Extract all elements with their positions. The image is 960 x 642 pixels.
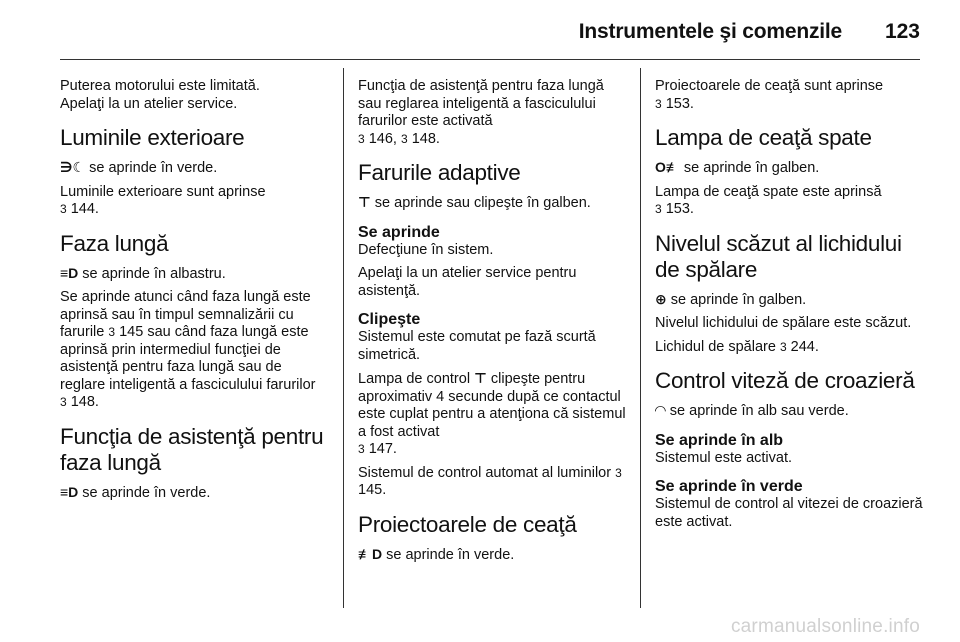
cruise-control-icon: ◠ <box>655 402 666 418</box>
page-ref[interactable]: 153. <box>665 201 694 217</box>
paragraph: ≢D se aprinde în verde. <box>358 545 515 563</box>
high-beam-assist-icon: ≡D <box>60 483 79 500</box>
section-heading-fog-lights: Proiectoarele de ceaţă <box>358 511 577 537</box>
column-3 <box>655 78 925 537</box>
paragraph: Apelaţi la un atelier service pentru asistenţă. <box>358 265 577 299</box>
section-heading-cruise-control: Control viteză de croazieră <box>655 368 915 393</box>
paragraph: O≢ se aprinde în galben. <box>655 159 820 176</box>
section-heading-adaptive-headlights: Farurile adaptive <box>358 160 521 185</box>
paragraph: Puterea motorului este limitată. Apelaţi la un atelier service. <box>60 78 260 112</box>
page-ref-icon: 3 <box>779 339 787 354</box>
paragraph: ◠ se aprinde în alb sau verde. <box>655 402 849 419</box>
paragraph: Lampa de ceaţă spate este aprinsă 3 153. <box>655 183 882 217</box>
paragraph: ⊕ se aprinde în galben. <box>655 290 807 308</box>
page-ref[interactable]: 148. <box>70 394 99 410</box>
header-divider <box>60 59 920 60</box>
washer-fluid-icon: ⊕ <box>655 290 667 307</box>
paragraph: Sistemul de control al vitezei de croazieră este activat. <box>655 496 923 530</box>
front-fog-lights-icon: ≢D <box>358 545 383 562</box>
paragraph: ⊤ se aprinde sau clipeşte în galben. <box>358 194 591 211</box>
paragraph: Sistemul de control automat al luminilor 3 145. <box>358 464 622 498</box>
paragraph: Lampa de control ⊤ clipeşte pentru aproximativ 4 secunde după ce contactul este cuplat pentru a atenţiona că sistemul a fost activat 3 147. <box>358 370 626 457</box>
page-ref-icon: 3 <box>358 131 365 146</box>
page-ref-icon: 3 <box>60 395 67 409</box>
page-ref-icon: 3 <box>400 131 408 146</box>
subheading-white: Se aprinde în alb <box>655 431 784 449</box>
paragraph: ≡D se aprinde în verde. <box>60 483 211 501</box>
section-heading-high-beam-assist: Funcţia de asistenţă pentru faza lungă <box>60 423 324 475</box>
adaptive-headlights-icon: ⊤ <box>358 194 371 210</box>
paragraph: Proiectoarele de ceaţă sunt aprinse 3 153. <box>655 78 884 112</box>
page-ref[interactable]: 146, <box>368 130 397 147</box>
paragraph: Lichidul de spălare 3 244. <box>655 338 819 355</box>
column-divider <box>343 68 344 608</box>
page-ref[interactable]: 145. <box>358 482 387 498</box>
subheading-flashes: Clipeşte <box>358 311 421 328</box>
page-number: 123 <box>884 20 920 43</box>
chapter-title: Instrumentele şi comenzile <box>578 20 842 43</box>
page-ref-icon: 3 <box>60 202 67 216</box>
column-divider <box>640 68 641 608</box>
page-header <box>0 0 960 60</box>
page-ref-icon: 3 <box>615 465 622 480</box>
subheading-green: Se aprinde în verde <box>655 478 803 495</box>
paragraph: ∋☾ se aprinde în verde. <box>60 159 218 176</box>
paragraph: Defecţiune în sistem. <box>358 241 494 258</box>
page-ref[interactable]: 153. <box>665 95 694 112</box>
high-beam-icon: ≡D <box>60 264 79 281</box>
paragraph: ≡D se aprinde în albastru. <box>60 264 226 282</box>
subheading-lights-on: Se aprinde <box>358 223 440 241</box>
page-ref[interactable]: 145 <box>119 324 144 340</box>
page-ref-icon: 3 <box>108 325 116 339</box>
adaptive-headlights-icon: ⊤ <box>474 370 487 386</box>
page-ref-icon: 3 <box>655 96 662 111</box>
paragraph: Sistemul este activat. <box>655 449 792 466</box>
exterior-lights-icon: ∋☾ <box>60 159 86 175</box>
page-ref[interactable]: 148. <box>411 130 440 147</box>
column-1 <box>60 78 328 508</box>
section-heading-exterior-lights: Luminile exterioare <box>60 125 245 150</box>
section-heading-washer-fluid: Nivelul scăzut al lichidului de spălare <box>655 230 902 282</box>
paragraph: Se aprinde atunci când faza lungă este aprinsă sau în timpul semnalizării cu farurile 3 145 sau când faza lungă este aprinsă prin intermediul funcţiei de asistenţă pentru faza lungă sau de reglare inteligentă a fasciculului farurilor 3 148. <box>60 289 316 410</box>
page-ref[interactable]: 244. <box>790 338 819 355</box>
section-heading-high-beam: Faza lungă <box>60 230 169 256</box>
page-ref-icon: 3 <box>358 442 365 456</box>
page-ref[interactable]: 144. <box>70 201 99 217</box>
section-heading-rear-fog: Lampa de ceaţă spate <box>655 125 872 150</box>
watermark: carmanualsonline.info <box>730 616 920 637</box>
paragraph: Sistemul este comutat pe fază scurtă simetrică. <box>358 329 596 363</box>
rear-fog-light-icon: O≢ <box>655 159 680 175</box>
page-ref-icon: 3 <box>655 202 662 216</box>
column-2 <box>358 78 628 570</box>
paragraph: Nivelul lichidului de spălare este scăzut. <box>655 315 912 331</box>
paragraph: Luminile exterioare sunt aprinse 3 144. <box>60 183 266 217</box>
page-ref[interactable]: 147. <box>368 441 397 457</box>
paragraph: Funcţia de asistenţă pentru faza lungă sau reglarea inteligentă a fasciculului farurilor este activată 3 146, 3 148. <box>358 78 604 147</box>
